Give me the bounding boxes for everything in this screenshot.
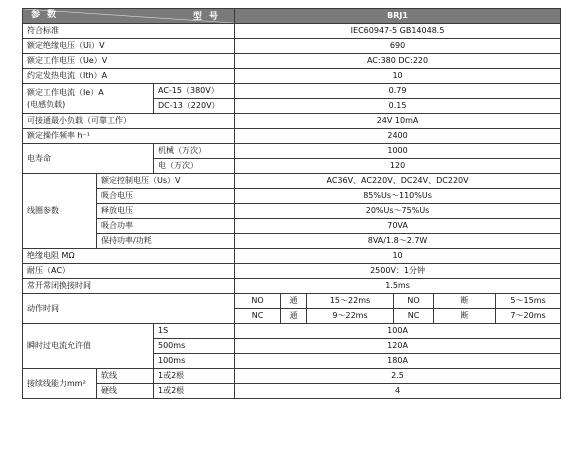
action-cell: 断 bbox=[434, 309, 496, 324]
row-value-insulation: 10 bbox=[235, 249, 561, 264]
row-label-ith: 约定发热电流（Ith）A bbox=[23, 69, 235, 84]
row-label-ie bbox=[23, 84, 154, 114]
table-row bbox=[23, 219, 561, 234]
header-model-label: 型 号 bbox=[192, 12, 221, 22]
ie-ac-value: 0.79 bbox=[235, 84, 561, 99]
coil-item-value: 8VA/1.8～2.7W bbox=[235, 234, 561, 249]
action-cell: NC bbox=[394, 309, 434, 324]
table-row bbox=[23, 369, 561, 384]
row-label-ue: 额定工作电压（Ue）V bbox=[23, 54, 235, 69]
action-cell: 5～15ms bbox=[496, 294, 561, 309]
row-value-withstand: 2500V：1分钟 bbox=[235, 264, 561, 279]
table-row bbox=[23, 174, 561, 189]
coil-item-value: 70VA bbox=[235, 219, 561, 234]
table-row bbox=[23, 69, 561, 84]
overcurrent-time: 500ms bbox=[154, 339, 235, 354]
coil-item-label: 吸合电压 bbox=[97, 189, 235, 204]
action-cell: 9～22ms bbox=[307, 309, 394, 324]
row-value-ith: 10 bbox=[235, 69, 561, 84]
table-row bbox=[23, 294, 561, 309]
wiring-soft-value: 2.5 bbox=[235, 369, 561, 384]
table-row bbox=[23, 39, 561, 54]
action-cell: 7～20ms bbox=[496, 309, 561, 324]
table-row bbox=[23, 54, 561, 69]
row-value-ui: 690 bbox=[235, 39, 561, 54]
life-mech-label: 机械（万次） bbox=[154, 144, 235, 159]
action-cell: NC bbox=[235, 309, 281, 324]
coil-item-label: 释放电压 bbox=[97, 204, 235, 219]
header-model-value: BRJ1 bbox=[235, 9, 561, 24]
row-label-wiring: 接续线能力mm² bbox=[23, 369, 97, 399]
wiring-soft-count: 1或2根 bbox=[154, 369, 235, 384]
table-row bbox=[23, 279, 561, 294]
overcurrent-value: 100A bbox=[235, 324, 561, 339]
header-diagonal-cell bbox=[23, 9, 235, 24]
row-label-overcurrent: 瞬时过电流允许值 bbox=[23, 324, 154, 369]
wiring-soft-label: 软线 bbox=[97, 369, 154, 384]
header-row bbox=[23, 9, 561, 24]
row-value-min-load: 24V 10mA bbox=[235, 114, 561, 129]
table-row bbox=[23, 84, 561, 99]
row-label-insulation: 绝缘电阻 MΩ bbox=[23, 249, 235, 264]
table-row bbox=[23, 24, 561, 39]
row-label-action: 动作时间 bbox=[23, 294, 235, 324]
wiring-hard-label: 硬线 bbox=[97, 384, 154, 399]
table-row bbox=[23, 129, 561, 144]
wiring-hard-value: 4 bbox=[235, 384, 561, 399]
row-label-ui: 额定绝缘电压（Ui）V bbox=[23, 39, 235, 54]
action-cell: 断 bbox=[434, 294, 496, 309]
life-mech-value: 1000 bbox=[235, 144, 561, 159]
spec-table bbox=[22, 8, 561, 399]
overcurrent-value: 120A bbox=[235, 339, 561, 354]
row-label-changeover: 常开常闭换接时间 bbox=[23, 279, 235, 294]
life-elec-value: 120 bbox=[235, 159, 561, 174]
coil-item-value: 20%Us～75%Us bbox=[235, 204, 561, 219]
row-label-standard: 符合标准 bbox=[23, 24, 235, 39]
coil-item-label: 保持功率/功耗 bbox=[97, 234, 235, 249]
table-row bbox=[23, 384, 561, 399]
overcurrent-value: 180A bbox=[235, 354, 561, 369]
coil-item-label: 额定控制电压（Us）V bbox=[97, 174, 235, 189]
table-row bbox=[23, 264, 561, 279]
action-cell: 15～22ms bbox=[307, 294, 394, 309]
wiring-hard-count: 1或2根 bbox=[154, 384, 235, 399]
row-label-withstand: 耐压（AC） bbox=[23, 264, 235, 279]
row-value-standard: IEC60947-5 GB14048.5 bbox=[235, 24, 561, 39]
action-cell: 通 bbox=[281, 294, 307, 309]
ie-label-line1: 额定工作电流（Ie）A bbox=[27, 87, 104, 97]
header-param-label: 参 数 bbox=[31, 10, 59, 20]
coil-item-value: 85%Us～110%Us bbox=[235, 189, 561, 204]
ie-ac-label: AC-15（380V） bbox=[154, 84, 235, 99]
life-elec-label: 电（万次） bbox=[154, 159, 235, 174]
ie-dc-label: DC-13（220V） bbox=[154, 99, 235, 114]
table-row bbox=[23, 234, 561, 249]
ie-dc-value: 0.15 bbox=[235, 99, 561, 114]
action-cell: NO bbox=[235, 294, 281, 309]
coil-item-value: AC36V、AC220V、DC24V、DC220V bbox=[235, 174, 561, 189]
row-label-min-load: 可接通最小负载（可靠工作） bbox=[23, 114, 235, 129]
table-row bbox=[23, 114, 561, 129]
table-row bbox=[23, 249, 561, 264]
overcurrent-time: 100ms bbox=[154, 354, 235, 369]
row-label-freq: 额定操作频率 h⁻¹ bbox=[23, 129, 235, 144]
row-value-changeover: 1.5ms bbox=[235, 279, 561, 294]
row-value-ue: AC:380 DC:220 bbox=[235, 54, 561, 69]
ie-label-line2: (电感负载) bbox=[27, 99, 66, 109]
table-row bbox=[23, 144, 561, 159]
table-row bbox=[23, 324, 561, 339]
table-row bbox=[23, 189, 561, 204]
row-label-life: 电寿命 bbox=[23, 144, 154, 174]
row-label-coil: 线圈参数 bbox=[23, 174, 97, 249]
table-row bbox=[23, 204, 561, 219]
action-cell: NO bbox=[394, 294, 434, 309]
row-value-freq: 2400 bbox=[235, 129, 561, 144]
overcurrent-time: 1S bbox=[154, 324, 235, 339]
action-cell: 通 bbox=[281, 309, 307, 324]
coil-item-label: 吸合功率 bbox=[97, 219, 235, 234]
